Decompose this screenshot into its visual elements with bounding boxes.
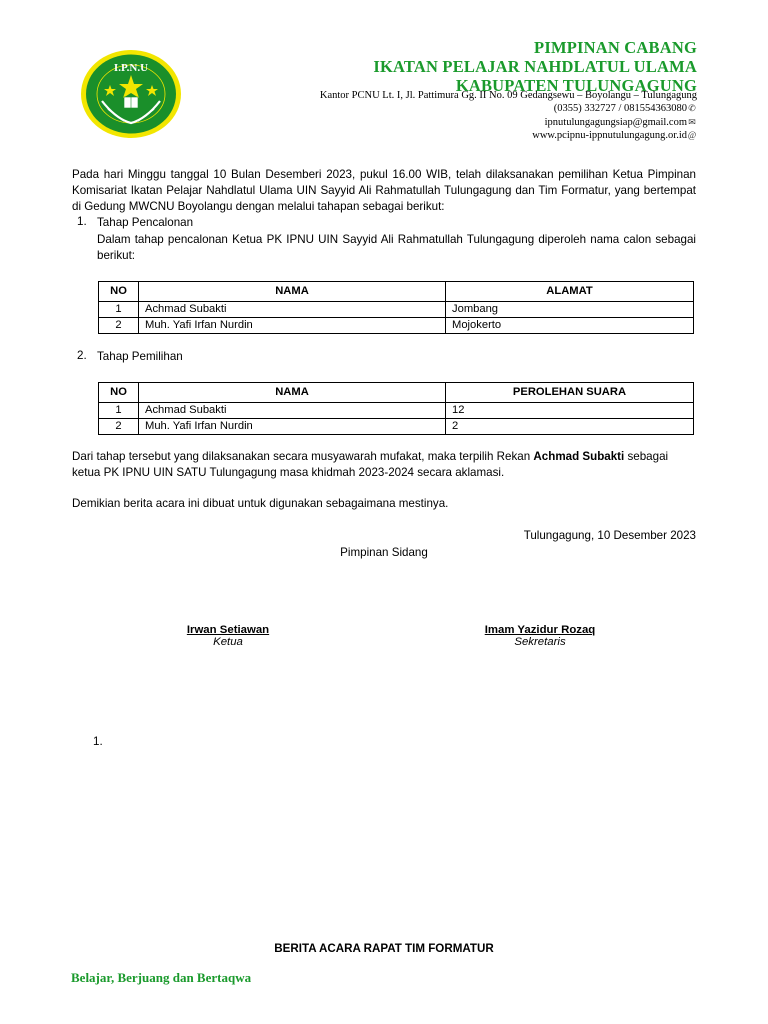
step1-title: Tahap Pencalonan: [97, 216, 194, 229]
document-title: BERITA ACARA RAPAT TIM FORMATUR: [274, 942, 494, 955]
table-row: [99, 302, 694, 318]
phone: (0355) 332727 / 081554363080: [553, 103, 687, 115]
table-header-row: [99, 282, 694, 302]
cell: 12: [446, 403, 694, 419]
web-icon: @: [687, 130, 697, 141]
cell: Achmad Subakti: [139, 403, 446, 419]
org-line-2: IKATAN PELAJAR NAHDLATUL ULAMA: [373, 57, 697, 76]
signer-sekretaris: [460, 624, 620, 648]
website: www.pcipnu-ippnutulungagung.or.id: [532, 130, 687, 142]
cell: Mojokerto: [446, 318, 694, 334]
contact-block: [320, 90, 697, 143]
col-nama: NAMA: [139, 383, 446, 403]
table-header-row: [99, 383, 694, 403]
org-line-3: KABUPATEN TULUNGAGUNG: [455, 76, 697, 95]
place-date: Tulungagung, 10 Desember 2023: [523, 529, 696, 542]
result-text-after: sebagai ketua PK IPNU UIN SATU Tulungagung masa khidmah 2023-2024 secara aklamasi.: [72, 450, 669, 479]
closing-paragraph: Demikian berita acara ini dibuat untuk digunakan sebagaimana mestinya.: [72, 497, 449, 510]
candidates-table: [98, 281, 694, 334]
signer-ketua: [148, 624, 308, 648]
org-header: [373, 38, 697, 95]
table-row: [99, 318, 694, 334]
step1-desc: Dalam tahap pencalonan Ketua PK IPNU UIN Sayyid Ali Rahmatullah Tulungagung diperoleh nama calon sebagai berikut:: [97, 233, 696, 262]
signer-name: Irwan Setiawan: [186, 624, 270, 636]
cell: 1: [99, 403, 139, 419]
intro-paragraph: Pada hari Minggu tanggal 10 Bulan Desemberi 2023, pukul 16.00 WIB, telah dilaksanakan pemilihan Ketua Pimpinan Komisariat Ikatan Pelajar Nahdlatul Ulama UIN Sayyid Ali Rahmatullah Tulungagung dan Tim Formatur, yang bertempat di Gedung MWCNU Boyolangu dengan melalui tahapan sebagai berikut:: [72, 168, 696, 213]
result-paragraph: [72, 449, 696, 481]
votes-table: [98, 382, 694, 435]
table-row: [99, 419, 694, 435]
ipnu-logo: [80, 49, 182, 139]
phone-icon: ✆: [688, 103, 696, 114]
logo-text: I.P.N.U: [113, 62, 149, 74]
col-no: NO: [99, 282, 139, 302]
table-row: [99, 403, 694, 419]
cell: Muh. Yafi Irfan Nurdin: [139, 318, 446, 334]
step1-number: 1.: [77, 215, 87, 228]
org-line-1: PIMPINAN CABANG: [534, 38, 697, 57]
email: ipnutulungagungsiap@gmail.com: [544, 116, 687, 128]
col-no: NO: [99, 383, 139, 403]
cell: 1: [99, 302, 139, 318]
stray-list-number: 1.: [93, 735, 103, 748]
cell: Muh. Yafi Irfan Nurdin: [139, 419, 446, 435]
cell: 2: [99, 419, 139, 435]
signer-role: Ketua: [213, 636, 243, 648]
col-alamat: ALAMAT: [446, 282, 694, 302]
winner-name: Achmad Subakti: [533, 450, 625, 463]
cell: Achmad Subakti: [139, 302, 446, 318]
cell: Jombang: [446, 302, 694, 318]
col-suara: PEROLEHAN SUARA: [446, 383, 694, 403]
result-text-before: Dari tahap tersebut yang dilaksanakan secara musyawarah mufakat, maka terpilih Rekan: [72, 450, 534, 463]
signer-role: Sekretaris: [514, 636, 566, 648]
signer-name: Imam Yazidur Rozaq: [484, 624, 596, 636]
signers-title: Pimpinan Sidang: [340, 546, 428, 559]
cell: 2: [99, 318, 139, 334]
address: Kantor PCNU Lt. I, Jl. Pattimura Gg. II No. 09 Gedangsewu – Boyolangu – Tulungagung: [319, 90, 697, 101]
cell: 2: [446, 419, 694, 435]
email-icon: ✉: [688, 116, 696, 127]
step2-number: 2.: [77, 349, 87, 362]
motto: Belajar, Berjuang dan Bertaqwa: [71, 970, 252, 985]
step2-title: Tahap Pemilihan: [97, 350, 183, 363]
col-nama: NAMA: [139, 282, 446, 302]
